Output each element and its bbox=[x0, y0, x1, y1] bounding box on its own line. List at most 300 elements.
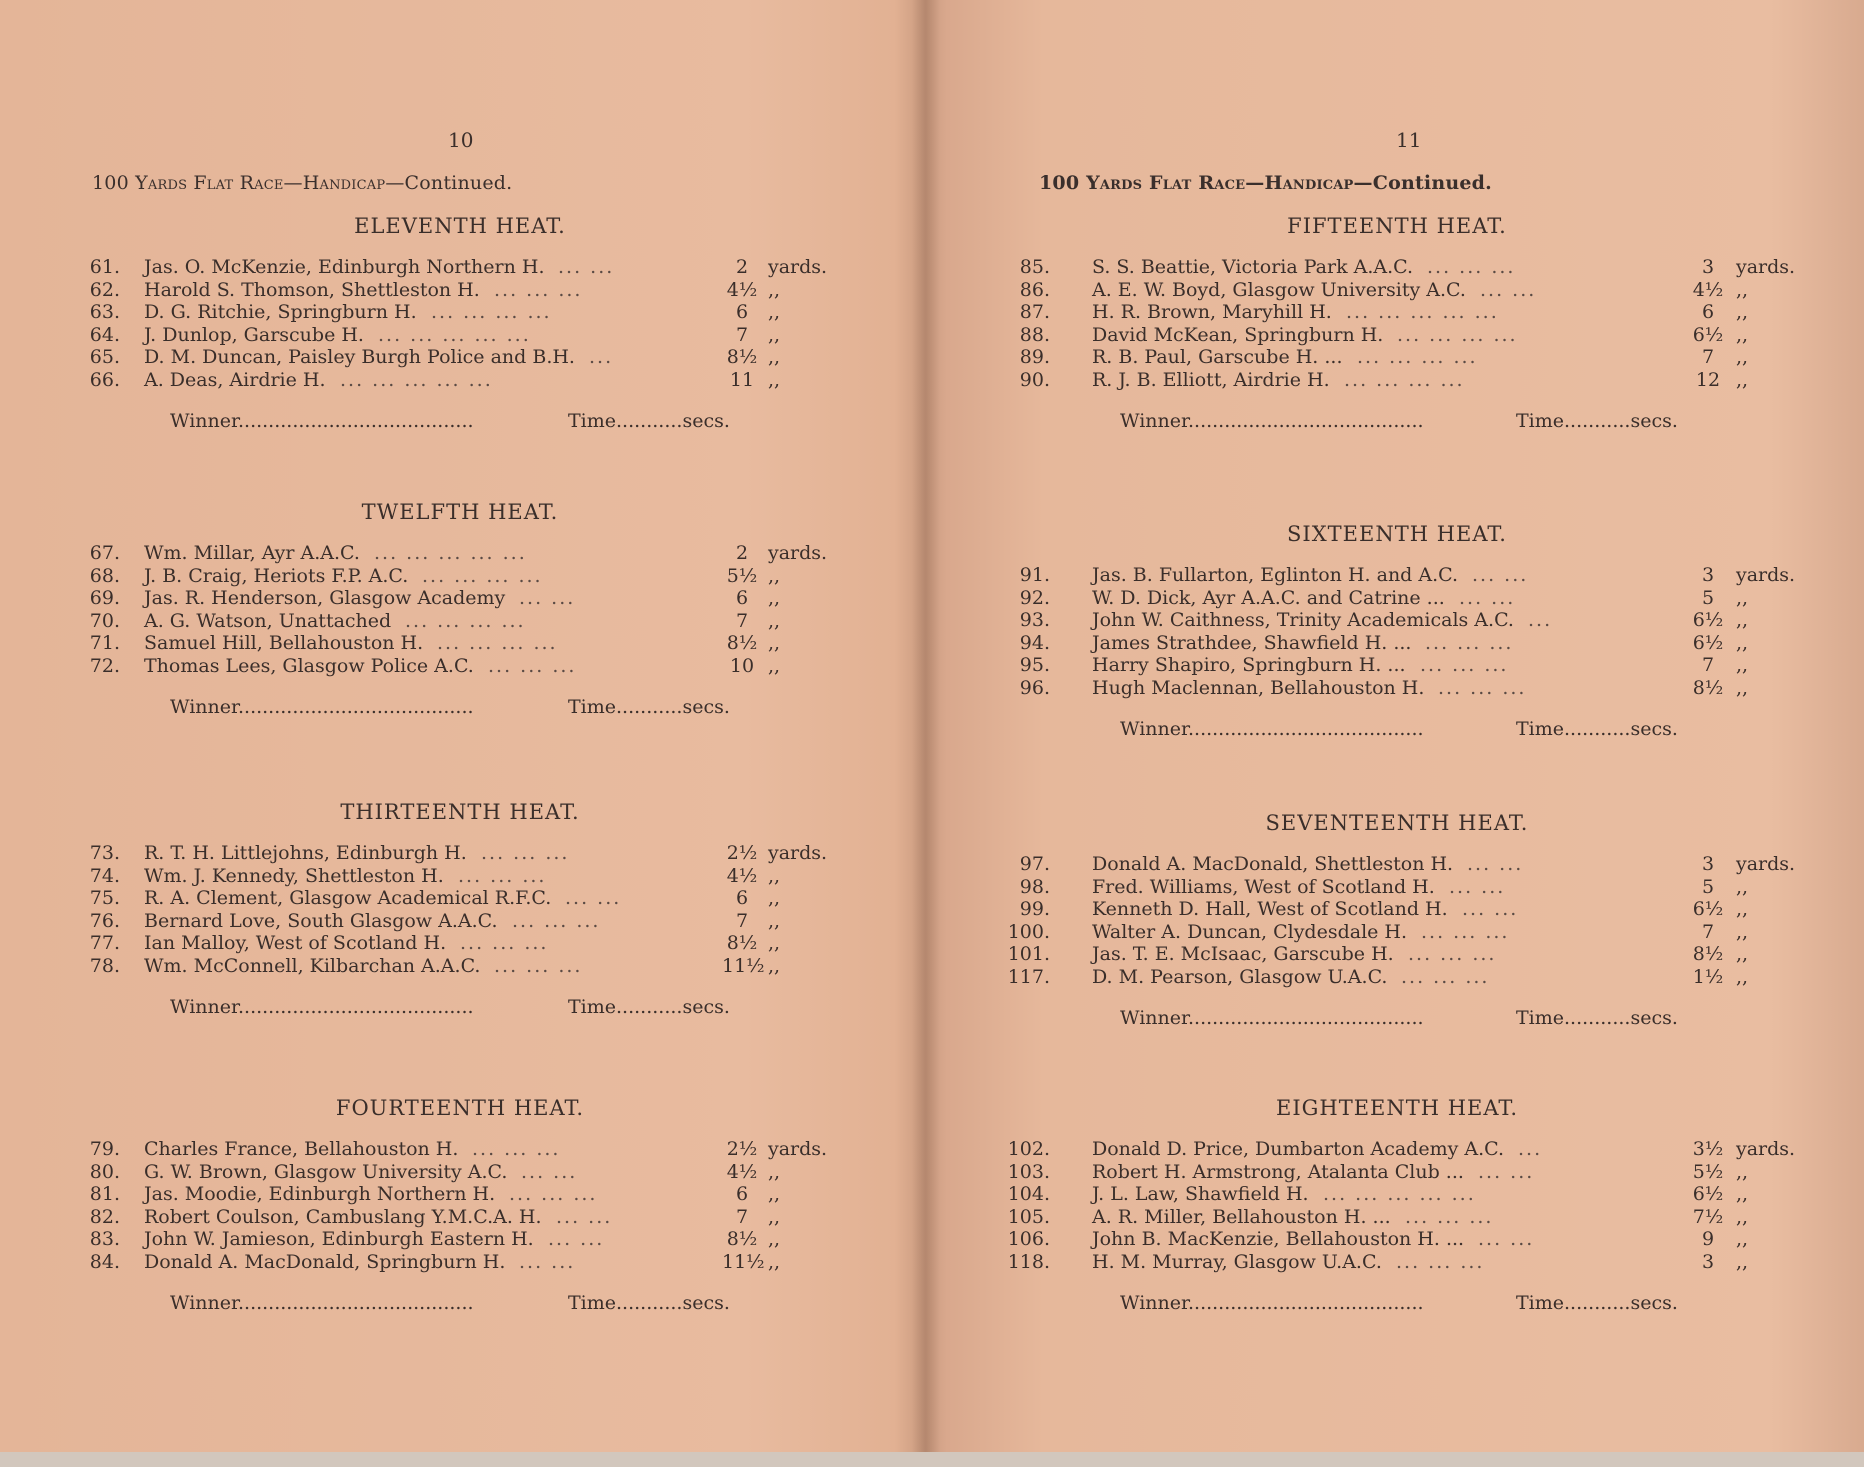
yards-unit: ,, bbox=[1736, 586, 1749, 609]
leader-dots: ... ... bbox=[548, 1228, 605, 1251]
entry-number: 89. bbox=[1019, 346, 1050, 369]
entry-name: Harry Shapiro, Springburn H. ... bbox=[1092, 654, 1406, 677]
leader-dots: ... bbox=[1518, 1138, 1543, 1160]
entry-name: Wm. McConnell, Kilbarchan A.A.C. bbox=[144, 954, 481, 977]
leader-dots: ... ... ... bbox=[494, 278, 583, 301]
yards-unit: ,, bbox=[768, 1183, 781, 1206]
entry-name: Jas. B. Fullarton, Eglinton H. and A.C. bbox=[1092, 564, 1459, 586]
handicap-yards: 7 bbox=[1701, 654, 1715, 677]
winner-field: Winner....................................... bbox=[1120, 717, 1424, 740]
handicap-yards: 6½ bbox=[1692, 1183, 1724, 1206]
handicap-yards: 4½ bbox=[726, 278, 758, 301]
entry-row bbox=[0, 1138, 920, 1161]
heat-result-line bbox=[0, 696, 920, 722]
handicap-yards: 5 bbox=[1701, 586, 1715, 609]
yards-unit: ,, bbox=[1736, 1228, 1749, 1251]
leader-dots: ... ... bbox=[1480, 278, 1537, 301]
yards-unit: ,, bbox=[1736, 631, 1749, 654]
entry-row bbox=[0, 587, 920, 610]
leader-dots: ... ... ... bbox=[481, 842, 570, 864]
handicap-yards: 8½ bbox=[726, 932, 758, 955]
entry-row bbox=[0, 279, 920, 302]
entry-row bbox=[0, 301, 920, 324]
handicap-yards: 1½ bbox=[1692, 965, 1724, 988]
entry-number: 90. bbox=[1019, 368, 1050, 391]
entry-number: 104. bbox=[1007, 1183, 1050, 1206]
entry-name: Ian Malloy, West of Scotland H. bbox=[144, 932, 447, 955]
leader-dots: ... ... ... ... bbox=[422, 564, 543, 587]
yards-unit: ,, bbox=[1736, 965, 1749, 988]
leader-dots: ... ... ... bbox=[460, 932, 549, 955]
leader-dots: ... ... bbox=[1462, 898, 1519, 921]
entry-row bbox=[930, 1251, 1864, 1274]
handicap-yards: 4½ bbox=[726, 864, 758, 887]
leader-dots: ... ... ... bbox=[1425, 631, 1514, 654]
entry-row bbox=[930, 876, 1864, 899]
entry-number: 77. bbox=[89, 932, 120, 955]
leader-dots: ... ... ... bbox=[1408, 943, 1497, 966]
entry-name: Robert Coulson, Cambuslang Y.M.C.A. H. bbox=[144, 1205, 542, 1228]
heat-block bbox=[0, 1096, 920, 1318]
handicap-yards: 6½ bbox=[1692, 609, 1724, 632]
heat-block bbox=[0, 214, 920, 436]
entry-name: D. M. Duncan, Paisley Burgh Police and B.H. bbox=[144, 346, 575, 369]
running-head-suffix: —Continued. bbox=[385, 172, 513, 194]
entry-row bbox=[0, 1206, 920, 1229]
entry-name: Hugh Maclennan, Bellahouston H. bbox=[1092, 676, 1425, 699]
leader-dots: ... ... bbox=[521, 1160, 578, 1183]
entry-number: 64. bbox=[89, 323, 120, 346]
entry-name: Walter A. Duncan, Clydesdale H. bbox=[1092, 920, 1408, 943]
heat-result-line bbox=[0, 996, 920, 1022]
entry-name: H. M. Murray, Glasgow U.A.C. bbox=[1092, 1250, 1382, 1273]
entry-row bbox=[930, 853, 1864, 876]
leader-dots: ... ... ... ... ... bbox=[378, 323, 531, 346]
leader-dots: ... ... bbox=[1472, 564, 1529, 586]
handicap-yards: 5½ bbox=[726, 564, 758, 587]
running-head-suffix: —Continued. bbox=[1353, 172, 1492, 194]
entry-name: Charles France, Bellahouston H. bbox=[144, 1138, 459, 1160]
heat-result-line bbox=[930, 718, 1864, 744]
yards-unit: yards. bbox=[768, 1138, 828, 1160]
entry-row bbox=[930, 1138, 1864, 1161]
leader-dots: ... ... ... bbox=[458, 864, 547, 887]
yards-unit: ,, bbox=[768, 278, 781, 301]
time-field: Time...........secs. bbox=[1516, 1006, 1678, 1029]
yards-unit: ,, bbox=[1736, 1250, 1749, 1273]
yards-unit: ,, bbox=[1736, 278, 1749, 301]
entry-row bbox=[930, 324, 1864, 347]
heat-title: THIRTEENTH HEAT. bbox=[340, 800, 580, 824]
entry-row bbox=[0, 1251, 920, 1274]
entry-row bbox=[0, 610, 920, 633]
entry-name: John B. MacKenzie, Bellahouston H. ... bbox=[1092, 1228, 1465, 1251]
winner-field: Winner....................................... bbox=[1120, 1291, 1424, 1314]
entry-number: 69. bbox=[89, 587, 120, 610]
page-right bbox=[930, 0, 1864, 1467]
yards-unit: yards. bbox=[768, 256, 828, 278]
time-field: Time...........secs. bbox=[568, 1291, 730, 1314]
entry-number: 103. bbox=[1007, 1160, 1050, 1183]
handicap-yards: 7½ bbox=[1692, 1205, 1724, 1228]
entry-number: 70. bbox=[89, 609, 120, 632]
heat-result-line bbox=[930, 1007, 1864, 1033]
handicap-yards: 7 bbox=[1701, 920, 1715, 943]
entry-name: Bernard Love, South Glasgow A.A.C. bbox=[144, 909, 498, 932]
yards-unit: yards. bbox=[1736, 1138, 1796, 1160]
entry-name: Donald A. MacDonald, Shettleston H. bbox=[1092, 853, 1454, 875]
entry-row bbox=[930, 564, 1864, 587]
yards-unit: yards. bbox=[1736, 853, 1796, 875]
yards-unit: yards. bbox=[768, 842, 828, 864]
handicap-yards: 12 bbox=[1695, 368, 1721, 391]
handicap-yards: 6½ bbox=[1692, 323, 1724, 346]
entry-number: 85. bbox=[1019, 256, 1050, 278]
running-head bbox=[92, 172, 512, 194]
entry-number: 72. bbox=[89, 654, 120, 677]
heat-title: FOURTEENTH HEAT. bbox=[335, 1096, 585, 1120]
leader-dots: ... ... ... ... ... bbox=[1323, 1183, 1476, 1206]
winner-field: Winner....................................... bbox=[1120, 409, 1424, 432]
entry-number: 93. bbox=[1019, 609, 1050, 632]
entry-row bbox=[930, 301, 1864, 324]
yards-unit: ,, bbox=[768, 368, 781, 391]
leader-dots: ... bbox=[1528, 609, 1553, 632]
entry-number: 62. bbox=[89, 278, 120, 301]
running-head-prefix: 100 bbox=[1039, 172, 1080, 194]
handicap-yards: 3 bbox=[1701, 256, 1715, 278]
entry-row bbox=[930, 654, 1864, 677]
entry-name: D. M. Pearson, Glasgow U.A.C. bbox=[1092, 965, 1388, 988]
leader-dots: ... ... ... bbox=[1405, 1205, 1494, 1228]
entry-number: 105. bbox=[1007, 1205, 1050, 1228]
handicap-yards: 8½ bbox=[726, 1228, 758, 1251]
entry-name: S. S. Beattie, Victoria Park A.A.C. bbox=[1092, 256, 1414, 278]
entry-row bbox=[930, 256, 1864, 279]
entry-name: Donald D. Price, Dumbarton Academy A.C. bbox=[1092, 1138, 1505, 1160]
entry-name: John W. Caithness, Trinity Academicals A.C. bbox=[1092, 609, 1514, 632]
entry-number: 78. bbox=[89, 954, 120, 977]
yards-unit: ,, bbox=[1736, 301, 1749, 324]
yards-unit: ,, bbox=[768, 887, 781, 910]
entry-row bbox=[0, 346, 920, 369]
yards-unit: ,, bbox=[768, 323, 781, 346]
entry-number: 99. bbox=[1019, 898, 1050, 921]
leader-dots: ... ... ... bbox=[488, 654, 577, 677]
entry-name: Robert H. Armstrong, Atalanta Club ... bbox=[1092, 1160, 1464, 1183]
entry-row bbox=[0, 842, 920, 865]
yards-unit: yards. bbox=[768, 542, 828, 564]
time-field: Time...........secs. bbox=[1516, 1291, 1678, 1314]
handicap-yards: 8½ bbox=[1692, 943, 1724, 966]
entry-row bbox=[930, 1183, 1864, 1206]
yards-unit: ,, bbox=[1736, 1205, 1749, 1228]
time-field: Time...........secs. bbox=[568, 695, 730, 718]
leader-dots: ... ... ... bbox=[1401, 965, 1490, 988]
entry-number: 73. bbox=[89, 842, 120, 864]
entry-number: 81. bbox=[89, 1183, 120, 1206]
yards-unit: yards. bbox=[1736, 256, 1796, 278]
entry-row bbox=[930, 632, 1864, 655]
handicap-yards: 3 bbox=[1701, 853, 1715, 875]
running-head-title: Yards Flat Race—Handicap bbox=[135, 172, 386, 194]
entry-number: 68. bbox=[89, 564, 120, 587]
handicap-yards: 6 bbox=[735, 1183, 749, 1206]
leader-dots: ... ... ... ... ... bbox=[374, 542, 527, 564]
handicap-yards: 10 bbox=[729, 654, 755, 677]
page-left bbox=[0, 0, 920, 1467]
entry-name: Wm. Millar, Ayr A.A.C. bbox=[144, 542, 360, 564]
entry-list bbox=[0, 256, 920, 392]
entry-number: 83. bbox=[89, 1228, 120, 1251]
page-edge bbox=[0, 1452, 1864, 1467]
yards-unit: ,, bbox=[1736, 920, 1749, 943]
handicap-yards: 5 bbox=[1701, 875, 1715, 898]
entry-number: 61. bbox=[89, 256, 120, 278]
handicap-yards: 8½ bbox=[726, 632, 758, 655]
entry-list bbox=[0, 842, 920, 978]
heat-title: TWELFTH HEAT. bbox=[361, 500, 559, 524]
time-field: Time...........secs. bbox=[1516, 409, 1678, 432]
leader-dots: ... ... ... ... bbox=[1397, 323, 1518, 346]
entry-number: 63. bbox=[89, 301, 120, 324]
entry-row bbox=[0, 887, 920, 910]
entry-name: Harold S. Thomson, Shettleston H. bbox=[144, 278, 480, 301]
heat-title: FIFTEENTH HEAT. bbox=[1287, 214, 1507, 238]
handicap-yards: 3½ bbox=[1692, 1138, 1724, 1160]
leader-dots: ... ... ... bbox=[512, 909, 601, 932]
winner-field: Winner....................................... bbox=[170, 409, 474, 432]
entry-name: A. G. Watson, Unattached bbox=[144, 609, 392, 632]
yards-unit: ,, bbox=[768, 587, 781, 610]
handicap-yards: 7 bbox=[1701, 346, 1715, 369]
yards-unit: yards. bbox=[1736, 564, 1796, 586]
entry-number: 74. bbox=[89, 864, 120, 887]
entry-row bbox=[0, 565, 920, 588]
heat-title: EIGHTEENTH HEAT. bbox=[1275, 1096, 1518, 1120]
entry-name: Jas. O. McKenzie, Edinburgh Northern H. bbox=[144, 256, 545, 278]
entry-number: 86. bbox=[1019, 278, 1050, 301]
handicap-yards: 6½ bbox=[1692, 898, 1724, 921]
entry-row bbox=[930, 609, 1864, 632]
leader-dots: ... ... bbox=[565, 887, 622, 910]
entry-name: G. W. Brown, Glasgow University A.C. bbox=[144, 1160, 508, 1183]
entry-name: Jas. Moodie, Edinburgh Northern H. bbox=[144, 1183, 496, 1206]
leader-dots: ... ... ... ... bbox=[431, 301, 552, 324]
entry-row bbox=[0, 1228, 920, 1251]
entry-name: J. B. Craig, Heriots F.P. A.C. bbox=[144, 564, 409, 587]
heat-title: SIXTEENTH HEAT. bbox=[1287, 522, 1507, 546]
handicap-yards: 11 bbox=[729, 368, 755, 391]
leader-dots: ... ... bbox=[556, 1205, 613, 1228]
entry-number: 87. bbox=[1019, 301, 1050, 324]
entry-name: Jas. T. E. McIsaac, Garscube H. bbox=[1092, 943, 1394, 966]
handicap-yards: 7 bbox=[735, 1205, 749, 1228]
yards-unit: ,, bbox=[1736, 609, 1749, 632]
entry-name: Wm. J. Kennedy, Shettleston H. bbox=[144, 864, 444, 887]
leader-dots: ... ... ... ... bbox=[1357, 346, 1478, 369]
handicap-yards: 4½ bbox=[726, 1160, 758, 1183]
entry-number: 101. bbox=[1007, 943, 1050, 966]
entry-row bbox=[0, 910, 920, 933]
entry-number: 80. bbox=[89, 1160, 120, 1183]
handicap-yards: 2½ bbox=[726, 842, 758, 864]
entry-number: 106. bbox=[1007, 1228, 1050, 1251]
handicap-yards: 8½ bbox=[726, 346, 758, 369]
handicap-yards: 7 bbox=[735, 609, 749, 632]
entry-name: J. L. Law, Shawfield H. bbox=[1092, 1183, 1309, 1206]
yards-unit: ,, bbox=[768, 909, 781, 932]
handicap-yards: 2½ bbox=[726, 1138, 758, 1160]
heat-title: ELEVENTH HEAT. bbox=[354, 214, 566, 238]
leader-dots: ... ... bbox=[519, 1250, 576, 1273]
yards-unit: ,, bbox=[768, 1160, 781, 1183]
heat-block bbox=[930, 1096, 1864, 1318]
entry-name: W. D. Dick, Ayr A.A.C. and Catrine ... bbox=[1092, 586, 1445, 609]
leader-dots: ... ... ... bbox=[509, 1183, 598, 1206]
yards-unit: ,, bbox=[1736, 875, 1749, 898]
leader-dots: ... ... ... bbox=[494, 954, 583, 977]
entry-name: R. J. B. Elliott, Airdrie H. bbox=[1092, 368, 1330, 391]
yards-unit: ,, bbox=[768, 346, 781, 369]
yards-unit: ,, bbox=[1736, 1160, 1749, 1183]
entry-row bbox=[930, 898, 1864, 921]
entry-name: David McKean, Springburn H. bbox=[1092, 323, 1384, 346]
running-head bbox=[1039, 172, 1492, 194]
handicap-yards: 2 bbox=[735, 256, 749, 278]
entry-name: R. T. H. Littlejohns, Edinburgh H. bbox=[144, 842, 467, 864]
leader-dots: ... ... ... bbox=[472, 1138, 561, 1160]
entry-name: J. Dunlop, Garscube H. bbox=[144, 323, 364, 346]
entry-row bbox=[930, 921, 1864, 944]
entry-number: 82. bbox=[89, 1205, 120, 1228]
page-number: 11 bbox=[1396, 128, 1422, 152]
entry-row bbox=[930, 677, 1864, 700]
running-head-title: Yards Flat Race—Handicap bbox=[1086, 172, 1354, 194]
handicap-yards: 3 bbox=[1701, 564, 1715, 586]
winner-field: Winner....................................... bbox=[170, 995, 474, 1018]
leader-dots: ... bbox=[589, 346, 614, 369]
yards-unit: ,, bbox=[1736, 323, 1749, 346]
entry-number: 118. bbox=[1007, 1250, 1050, 1273]
heat-title: SEVENTEENTH HEAT. bbox=[1265, 811, 1529, 835]
entry-list bbox=[930, 256, 1864, 392]
entry-number: 84. bbox=[89, 1250, 120, 1273]
handicap-yards: 6 bbox=[1701, 301, 1715, 324]
yards-unit: ,, bbox=[1736, 346, 1749, 369]
entry-name: Thomas Lees, Glasgow Police A.C. bbox=[144, 654, 474, 677]
yards-unit: ,, bbox=[1736, 943, 1749, 966]
entry-number: 96. bbox=[1019, 676, 1050, 699]
entry-number: 102. bbox=[1007, 1138, 1050, 1160]
entry-name: A. R. Miller, Bellahouston H. ... bbox=[1092, 1205, 1391, 1228]
entry-row bbox=[0, 324, 920, 347]
entry-row bbox=[930, 587, 1864, 610]
leader-dots: ... ... bbox=[1478, 1160, 1535, 1183]
entry-number: 65. bbox=[89, 346, 120, 369]
entry-row bbox=[930, 1161, 1864, 1184]
entry-row bbox=[930, 1228, 1864, 1251]
entry-name: John W. Jamieson, Edinburgh Eastern H. bbox=[144, 1228, 534, 1251]
entry-name: A. E. W. Boyd, Glasgow University A.C. bbox=[1092, 278, 1466, 301]
heat-result-line bbox=[930, 1292, 1864, 1318]
winner-field: Winner....................................... bbox=[170, 695, 474, 718]
winner-field: Winner....................................... bbox=[1120, 1006, 1424, 1029]
entry-list bbox=[930, 1138, 1864, 1274]
entry-number: 100. bbox=[1007, 920, 1050, 943]
entry-row bbox=[0, 865, 920, 888]
yards-unit: ,, bbox=[1736, 676, 1749, 699]
entry-row bbox=[930, 346, 1864, 369]
leader-dots: ... ... ... bbox=[1421, 920, 1510, 943]
heat-block bbox=[930, 214, 1864, 436]
handicap-yards: 9 bbox=[1701, 1228, 1715, 1251]
entry-name: James Strathdee, Shawfield H. ... bbox=[1092, 631, 1412, 654]
handicap-yards: 8½ bbox=[1692, 676, 1724, 699]
entry-name: R. A. Clement, Glasgow Academical R.F.C. bbox=[144, 887, 552, 910]
running-head-prefix: 100 bbox=[92, 172, 129, 194]
entry-list bbox=[0, 542, 920, 678]
leader-dots: ... ... ... ... ... bbox=[1346, 301, 1499, 324]
heat-result-line bbox=[0, 1292, 920, 1318]
entry-row bbox=[0, 1183, 920, 1206]
leader-dots: ... ... bbox=[519, 587, 576, 610]
yards-unit: ,, bbox=[768, 954, 781, 977]
entry-number: 75. bbox=[89, 887, 120, 910]
entry-name: Donald A. MacDonald, Springburn H. bbox=[144, 1250, 506, 1273]
heat-block bbox=[930, 811, 1864, 1033]
entry-name: Jas. R. Henderson, Glasgow Academy bbox=[144, 587, 506, 610]
entry-row bbox=[930, 279, 1864, 302]
entry-list bbox=[930, 853, 1864, 989]
handicap-yards: 6 bbox=[735, 301, 749, 324]
yards-unit: ,, bbox=[768, 932, 781, 955]
entry-row bbox=[930, 943, 1864, 966]
leader-dots: ... ... ... ... bbox=[405, 609, 526, 632]
yards-unit: ,, bbox=[768, 1228, 781, 1251]
entry-row bbox=[930, 369, 1864, 392]
leader-dots: ... ... bbox=[1467, 853, 1524, 875]
entry-number: 76. bbox=[89, 909, 120, 932]
entry-number: 88. bbox=[1019, 323, 1050, 346]
yards-unit: ,, bbox=[1736, 368, 1749, 391]
handicap-yards: 3 bbox=[1701, 1250, 1715, 1273]
leader-dots: ... ... ... bbox=[1396, 1250, 1485, 1273]
entry-row bbox=[0, 955, 920, 978]
entry-name: D. G. Ritchie, Springburn H. bbox=[144, 301, 417, 324]
leader-dots: ... ... bbox=[1459, 586, 1516, 609]
entry-number: 66. bbox=[89, 368, 120, 391]
entry-row bbox=[0, 542, 920, 565]
leader-dots: ... ... bbox=[558, 256, 615, 278]
handicap-yards: 2 bbox=[735, 542, 749, 564]
yards-unit: ,, bbox=[768, 1205, 781, 1228]
entry-name: Samuel Hill, Bellahouston H. bbox=[144, 632, 424, 655]
handicap-yards: 6 bbox=[735, 587, 749, 610]
entry-number: 79. bbox=[89, 1138, 120, 1160]
heat-block bbox=[930, 522, 1864, 744]
yards-unit: ,, bbox=[768, 301, 781, 324]
entry-row bbox=[0, 1161, 920, 1184]
leader-dots: ... ... bbox=[1478, 1228, 1535, 1251]
handicap-yards: 7 bbox=[735, 323, 749, 346]
time-field: Time...........secs. bbox=[568, 409, 730, 432]
handicap-yards: 11½ bbox=[722, 954, 765, 977]
entry-row bbox=[0, 256, 920, 279]
page-number: 10 bbox=[448, 128, 474, 152]
entry-row bbox=[0, 369, 920, 392]
leader-dots: ... ... bbox=[1449, 875, 1506, 898]
